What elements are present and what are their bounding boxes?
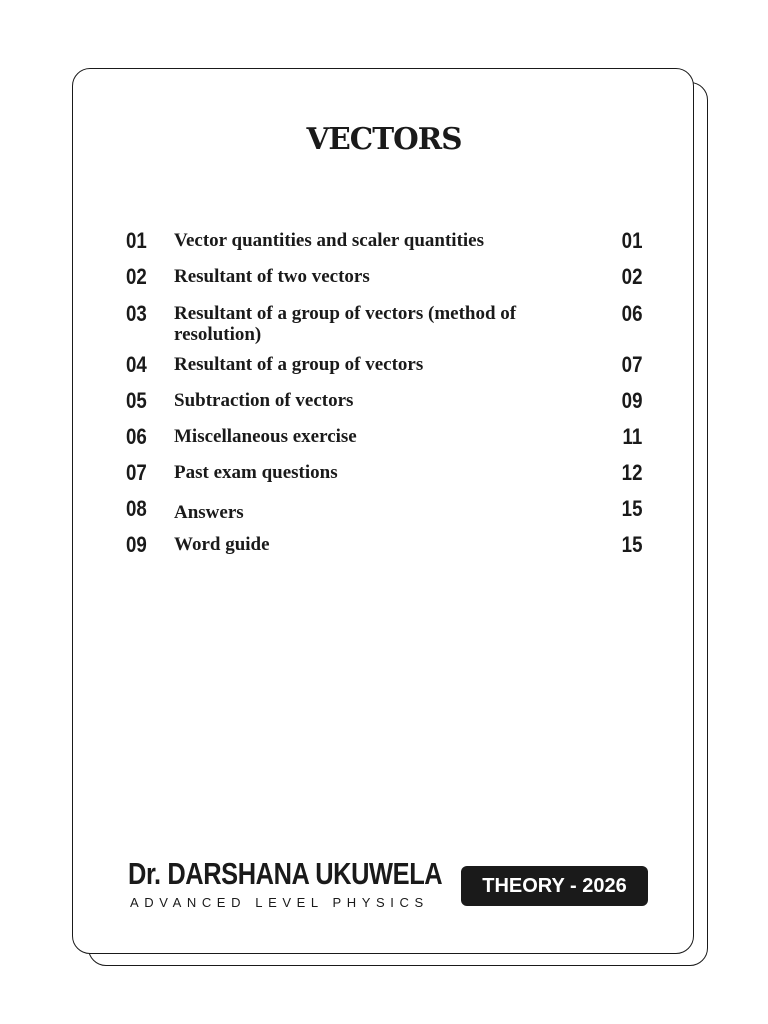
toc-page: 06 — [621, 301, 642, 326]
toc-label: Subtraction of vectors — [174, 390, 354, 411]
toc-number: 02 — [126, 264, 147, 289]
toc-page: 15 — [621, 532, 642, 557]
toc-number: 04 — [126, 352, 147, 377]
toc-label: Past exam questions — [174, 462, 338, 483]
toc-page: 07 — [621, 352, 642, 377]
toc-page: 09 — [621, 388, 642, 413]
toc-label: Vector quantities and scaler quantities — [174, 230, 485, 251]
theory-badge: THEORY - 2026 — [461, 866, 648, 906]
toc-page: 01 — [621, 228, 642, 253]
toc-number: 09 — [126, 532, 147, 557]
toc-number: 03 — [126, 301, 147, 326]
toc-label: Resultant of a group of vectors — [174, 354, 424, 375]
toc-number: 06 — [126, 424, 147, 449]
toc-number: 08 — [126, 496, 147, 521]
toc-number: 07 — [126, 460, 147, 485]
toc-page: 11 — [622, 424, 642, 449]
toc-number: 01 — [126, 228, 147, 253]
page-title: VECTORS — [306, 122, 462, 157]
toc-label: Miscellaneous exercise — [174, 426, 357, 447]
toc-label: Resultant of two vectors — [174, 266, 370, 287]
toc-label: Resultant of a group of vectors (method of resolution) — [174, 303, 517, 345]
toc-page: 02 — [621, 264, 642, 289]
author-subtitle: ADVANCED LEVEL PHYSICS — [130, 895, 429, 910]
toc-number: 05 — [126, 388, 147, 413]
toc-page: 15 — [621, 496, 642, 521]
toc-page: 12 — [621, 460, 642, 485]
author-name: Dr. DARSHANA UKUWELA — [128, 856, 443, 891]
toc-label: Answers — [174, 502, 244, 523]
toc-label: Word guide — [174, 534, 270, 555]
